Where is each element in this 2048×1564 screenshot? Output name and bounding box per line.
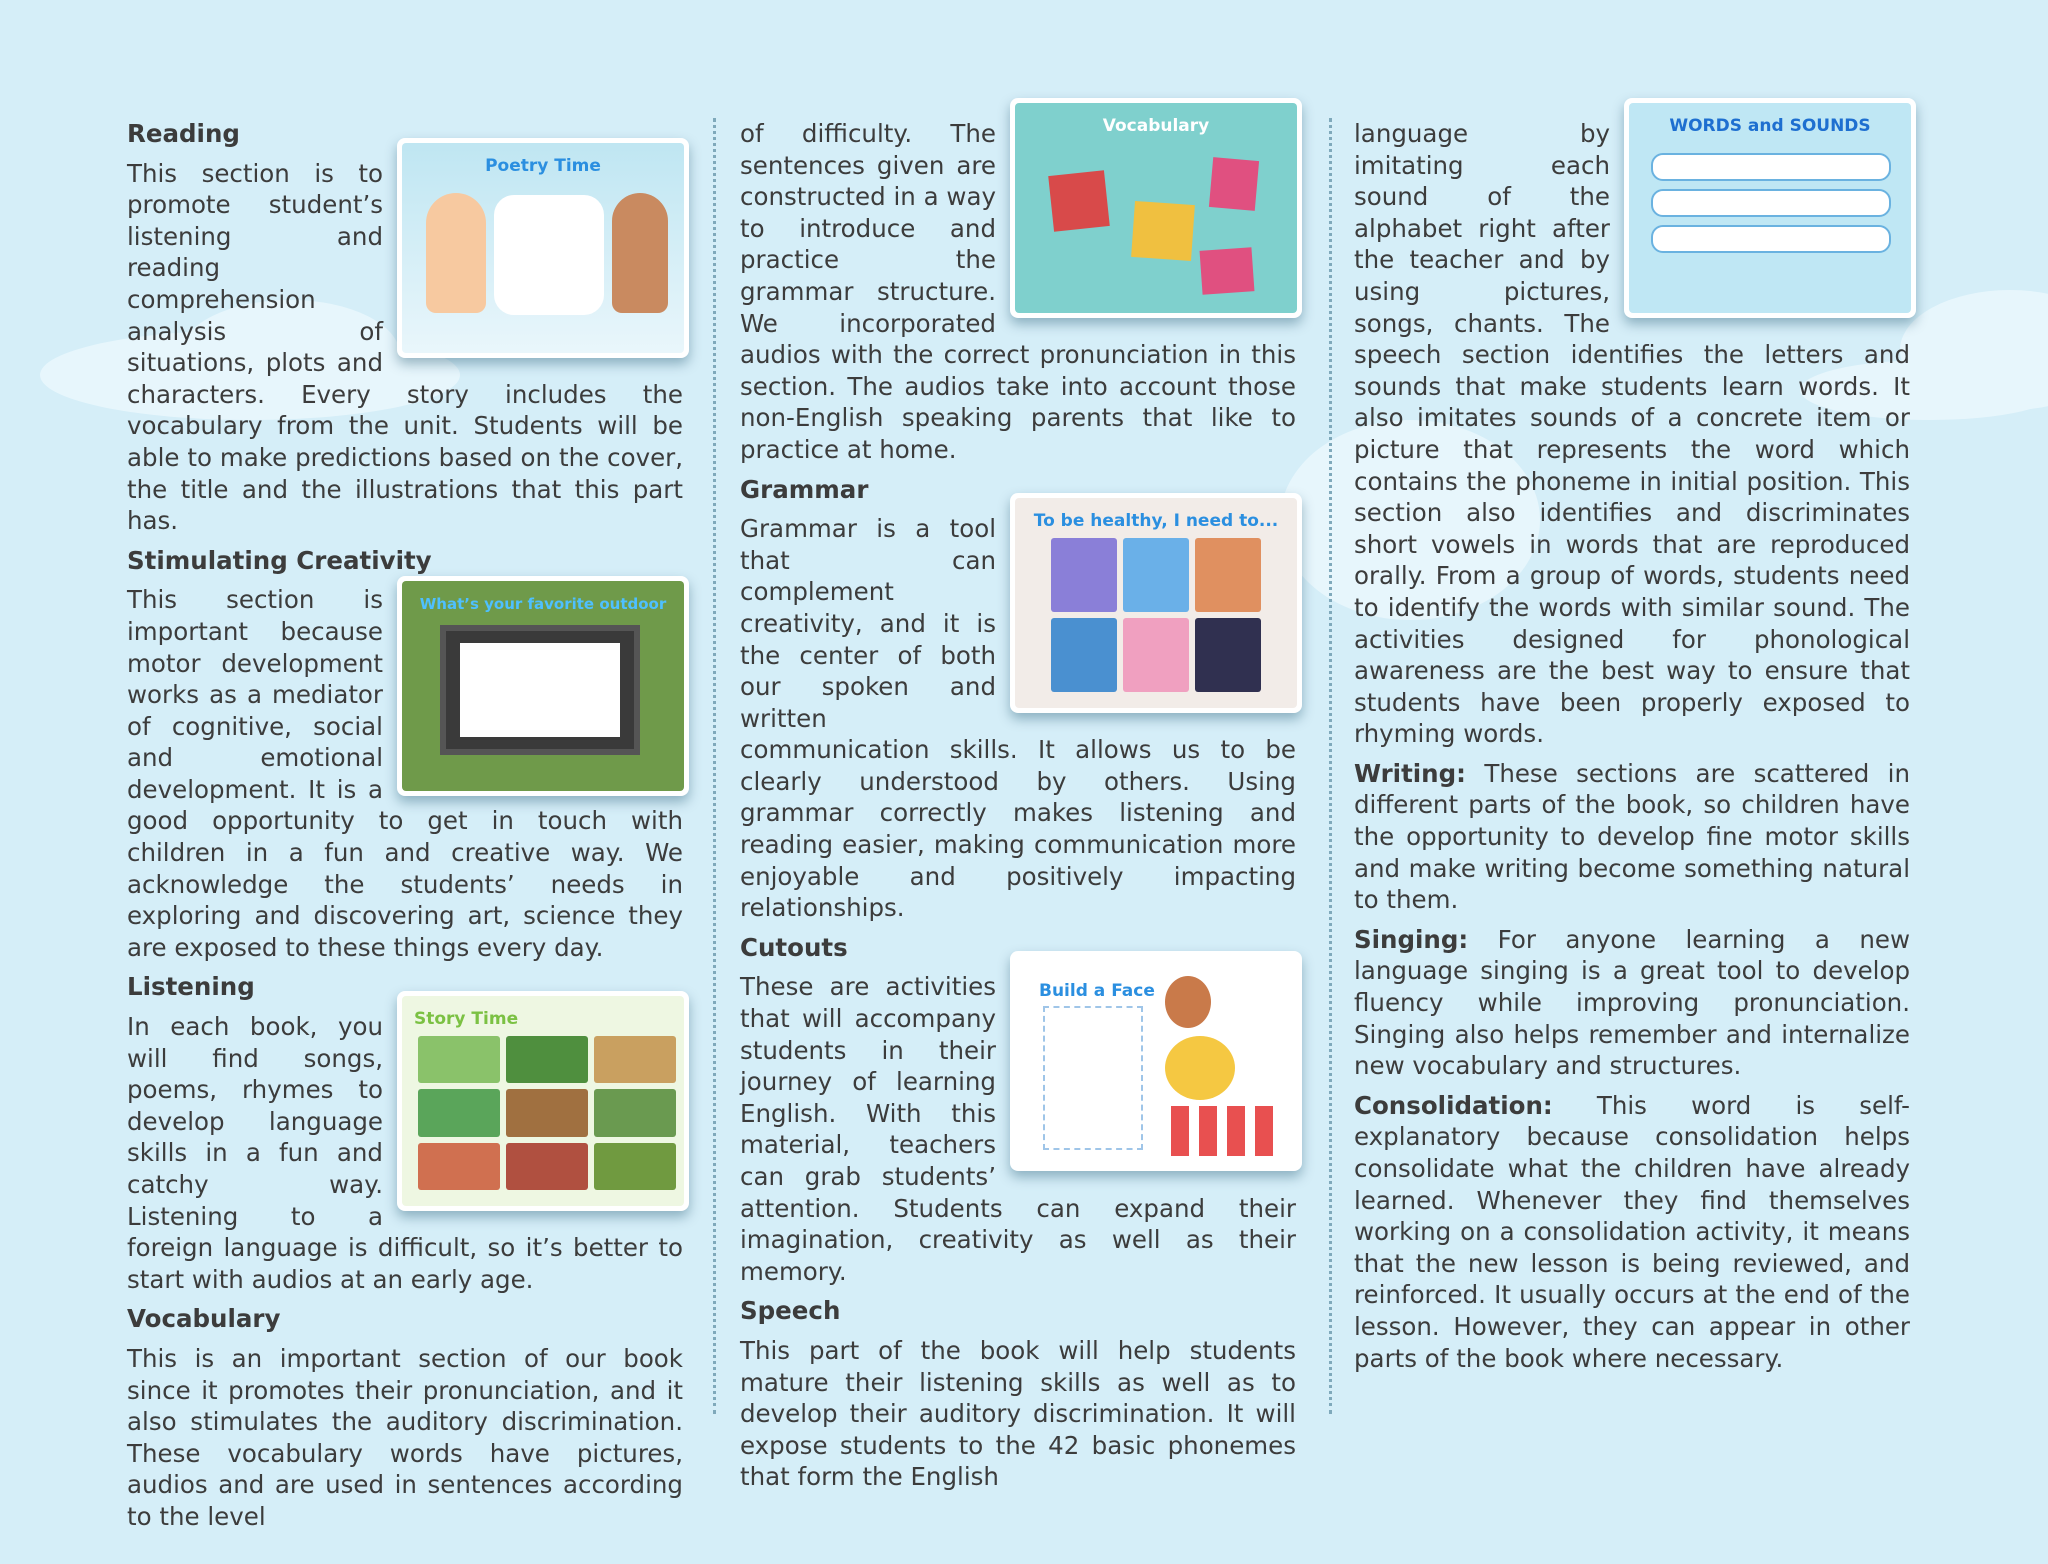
- face-cutout: [1165, 1036, 1235, 1100]
- listening-heading: Listening: [127, 972, 255, 1002]
- cutout-pieces: [1171, 1106, 1281, 1156]
- reading-heading: Reading: [127, 119, 240, 148]
- cutouts-thumbnail: [1010, 951, 1302, 1171]
- reading-thumbnail: [397, 138, 689, 358]
- face-cutout: [1165, 976, 1211, 1028]
- listening-thumbnail-title: Story Time: [414, 1009, 519, 1030]
- vocab-photo: [1200, 247, 1255, 295]
- consolidation-paragraph: [1354, 1090, 1910, 1374]
- column-1: [127, 118, 683, 1533]
- singing-paragraph: [1354, 924, 1910, 1082]
- boy-illustration: [612, 193, 668, 313]
- column-divider: [713, 118, 716, 1414]
- vocab-photo: [1048, 170, 1110, 232]
- cutouts-thumbnail-title: Build a Face: [1039, 981, 1155, 1002]
- cutouts-heading: Cutouts: [740, 932, 848, 962]
- grammar-text: Grammar is a tool that can complement creativity, and it is the center of both our spoken and written communication skills. It allows us to be clearly understood by others. Using grammar correctly makes listening and reading easier, making communication more enjoyable and positively impacting relationships.: [740, 514, 1296, 923]
- reading-text: This section is to promote student’s listening and reading comprehension analysis of situations, plots and characters. Every story includes the vocabulary from the unit. Students will be able to make predictions based on the cover, the title and the illustrations that this part has.: [127, 158, 683, 536]
- reading-thumbnail-title: Poetry Time: [485, 155, 601, 176]
- creativity-heading: Stimulating Creativity: [127, 545, 432, 575]
- vocab-photo: [1209, 157, 1259, 211]
- singing-label: Singing:: [1354, 924, 1469, 954]
- grammar-thumbnail-title: To be healthy, I need to...: [1033, 511, 1279, 532]
- speech-thumbnail-title: WORDS and SOUNDS: [1669, 116, 1871, 136]
- word-rows: [1651, 153, 1891, 261]
- column-3: [1354, 118, 1910, 1374]
- speech-text: This part of the book will help students mature their listening skills as well as to develop their auditory discrimination. It will expose students to the 42 basic phonemes that form the English: [740, 1335, 1296, 1492]
- creativity-text: This section is important because motor development works as a mediator of cognitive, social and emotional development. It is a good opportunity to get in touch with children in a fun and creative way. We acknowledge the students’ needs in exploring and discovering art, science they are exposed to these things every day.: [127, 585, 683, 962]
- story-panels: [418, 1036, 676, 1190]
- creativity-thumbnail: [397, 576, 689, 796]
- picture-frame: [440, 625, 640, 755]
- habit-panels: [1051, 538, 1261, 692]
- column-2: [740, 118, 1296, 1493]
- girl-illustration: [426, 193, 486, 313]
- vocabulary-thumbnail: [1010, 98, 1302, 318]
- writing-text: These sections are scattered in different parts of the book, so children have the opportunity to develop fine motor skills and make writing become something natural to them.: [1354, 758, 1910, 915]
- face-outline-box: [1043, 1006, 1143, 1150]
- column-divider: [1329, 118, 1332, 1414]
- consolidation-text: This word is self-explanatory because consolidation helps consolidate what the children have already learned. Whenever they find themselves working on a consolidation activity, it means that the new lesson is being reviewed, and reinforced. It usually occurs at the end of the lesson. However, they can appear in other parts of the book where necessary.: [1354, 1090, 1910, 1373]
- listening-text: In each book, you will find songs, poems, rhymes to develop language skills in a fun and catchy way. Listening to a foreign language is difficult, so it’s better to start with audios at an early age.: [127, 1012, 683, 1294]
- speech-heading: Speech: [740, 1296, 841, 1326]
- poem-card: [494, 195, 604, 315]
- writing-label: Writing:: [1354, 758, 1466, 788]
- speech-continued-text: language by imitating each sound of the alphabet right after the teacher and by using pictures, songs, chants. The speech section identifies the letters and sounds that make students learn words. It also imitates sounds of a concrete item or picture that represents the word which contains the phoneme in initial position. This section also identifies and discriminates short vowels in words that are reproduced orally. From a group of words, students need to identify the words with similar sound. The activities designed for phonological awareness are the best way to ensure that students have been properly exposed to rhyming words.: [1354, 119, 1910, 749]
- grammar-heading: Grammar: [740, 474, 869, 504]
- vocabulary-continued-text: of difficulty. The sentences given are constructed in a way to introduce and practice the grammar structure. We incorporated audios with the correct pronunciation in this section. The audios take into account those non-English speaking parents that like to practice at home.: [740, 119, 1296, 464]
- singing-text: For anyone learning a new language singing is a great tool to develop fluency while improving pronunciation. Singing also helps remember and internalize new vocabulary and structures.: [1354, 924, 1910, 1081]
- consolidation-label: Consolidation:: [1354, 1090, 1553, 1120]
- creativity-thumbnail-title: What’s your favorite outdoor: [419, 595, 667, 614]
- listening-thumbnail: [397, 991, 689, 1211]
- vocabulary-thumbnail-title: Vocabulary: [1102, 116, 1210, 136]
- vocabulary-text: This is an important section of our book since it promotes their pronunciation, and it also stimulates the auditory discrimination. These vocabulary words have pictures, audios and are used in sentences according to the level: [127, 1343, 683, 1531]
- vocab-photo: [1131, 201, 1195, 261]
- cutouts-text: These are activities that will accompany students in their journey of learning English. With this material, teachers can grab students’ attention. Students can expand their imagination, creativity as well as their memory.: [740, 972, 1296, 1286]
- writing-paragraph: [1354, 758, 1910, 916]
- speech-thumbnail: [1624, 98, 1916, 318]
- grammar-thumbnail: [1010, 493, 1302, 713]
- vocabulary-heading: Vocabulary: [127, 1304, 281, 1334]
